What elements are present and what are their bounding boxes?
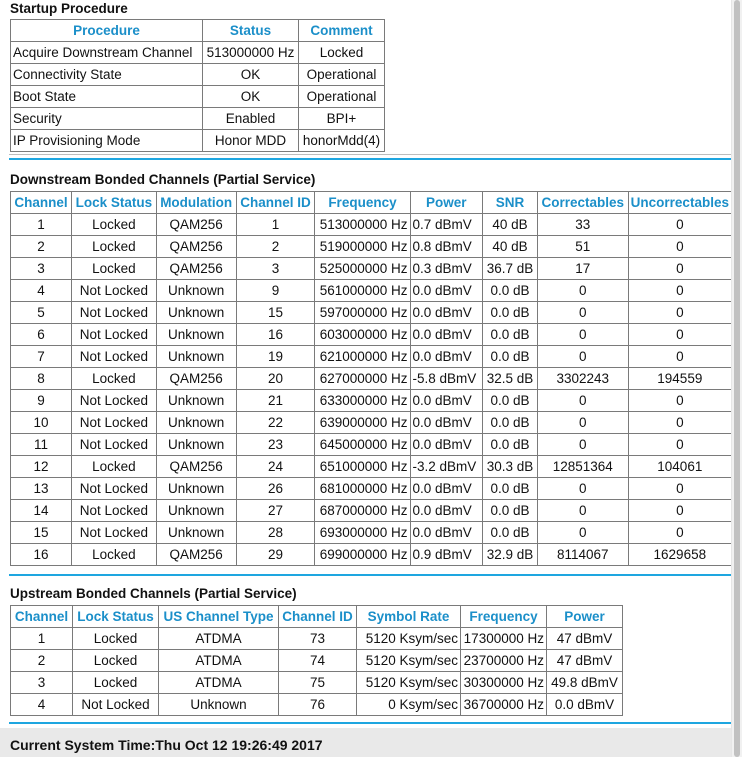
table-cell: Not Locked bbox=[71, 434, 156, 456]
column-header: Channel ID bbox=[279, 606, 357, 628]
table-cell: QAM256 bbox=[156, 214, 236, 236]
table-cell: 0.0 dB bbox=[483, 324, 538, 346]
table-cell: 0.0 dB bbox=[483, 390, 538, 412]
table-cell: Not Locked bbox=[71, 346, 156, 368]
table-cell: 0 bbox=[537, 390, 628, 412]
table-cell: Not Locked bbox=[71, 412, 156, 434]
table-cell: 0.0 dBmV bbox=[410, 412, 483, 434]
table-cell: 0 bbox=[537, 434, 628, 456]
table-cell: 519000000 Hz bbox=[315, 236, 410, 258]
table-cell: ATDMA bbox=[159, 672, 279, 694]
table-row bbox=[11, 280, 732, 302]
table-cell: 0.8 dBmV bbox=[410, 236, 483, 258]
table-cell: 74 bbox=[279, 650, 357, 672]
table-cell: 0 bbox=[628, 258, 731, 280]
table-cell: 681000000 Hz bbox=[315, 478, 410, 500]
table-cell: 0.0 dBmV bbox=[547, 694, 623, 716]
table-cell: Not Locked bbox=[71, 500, 156, 522]
table-cell: Locked bbox=[73, 650, 159, 672]
table-cell: 11 bbox=[11, 434, 72, 456]
table-header-row bbox=[11, 20, 385, 42]
table-cell: 76 bbox=[279, 694, 357, 716]
table-cell: 0 bbox=[537, 302, 628, 324]
table-cell: 23 bbox=[236, 434, 315, 456]
table-cell: 0.0 dB bbox=[483, 478, 538, 500]
table-cell: 16 bbox=[11, 544, 72, 566]
table-cell: Locked bbox=[73, 672, 159, 694]
table-cell: 0.0 dB bbox=[483, 280, 538, 302]
table-cell: 6 bbox=[11, 324, 72, 346]
table-cell: 0 bbox=[537, 412, 628, 434]
table-cell: Unknown bbox=[156, 324, 236, 346]
table-cell: 0.0 dBmV bbox=[410, 434, 483, 456]
table-cell: 0 bbox=[537, 500, 628, 522]
table-cell: Acquire Downstream Channel bbox=[11, 42, 203, 64]
table-cell: 15 bbox=[11, 522, 72, 544]
table-cell: 1629658 bbox=[628, 544, 731, 566]
table-cell: 0 bbox=[537, 478, 628, 500]
startup-procedure-table bbox=[10, 19, 385, 152]
column-header: Channel bbox=[11, 192, 72, 214]
table-row bbox=[11, 390, 732, 412]
table-cell: Locked bbox=[71, 544, 156, 566]
table-cell: 4 bbox=[11, 694, 73, 716]
startup-procedure-title: Startup Procedure bbox=[10, 1, 128, 16]
column-header: Power bbox=[410, 192, 483, 214]
table-cell: 1 bbox=[11, 628, 73, 650]
table-row bbox=[11, 650, 623, 672]
table-row bbox=[11, 236, 732, 258]
table-cell: 0.0 dB bbox=[483, 522, 538, 544]
table-cell: 0.0 dB bbox=[483, 434, 538, 456]
table-cell: 9 bbox=[11, 390, 72, 412]
table-cell: 513000000 Hz bbox=[203, 42, 299, 64]
table-row bbox=[11, 302, 732, 324]
table-cell: 0 Ksym/sec bbox=[357, 694, 461, 716]
column-header: SNR bbox=[483, 192, 538, 214]
table-row bbox=[11, 214, 732, 236]
table-cell: 0.0 dB bbox=[483, 346, 538, 368]
table-cell: 5120 Ksym/sec bbox=[357, 672, 461, 694]
table-cell: 29 bbox=[236, 544, 315, 566]
table-cell: Not Locked bbox=[71, 302, 156, 324]
table-cell: 8114067 bbox=[537, 544, 628, 566]
table-row bbox=[11, 412, 732, 434]
table-cell: 20 bbox=[236, 368, 315, 390]
table-cell: 0 bbox=[628, 280, 731, 302]
table-cell: 30.3 dB bbox=[483, 456, 538, 478]
table-cell: Locked bbox=[73, 628, 159, 650]
table-cell: Unknown bbox=[156, 390, 236, 412]
table-cell: 2 bbox=[11, 236, 72, 258]
table-cell: Locked bbox=[71, 456, 156, 478]
table-cell: 0.9 dBmV bbox=[410, 544, 483, 566]
table-row bbox=[11, 258, 732, 280]
column-header: Frequency bbox=[315, 192, 410, 214]
table-cell: Unknown bbox=[156, 280, 236, 302]
table-cell: 0 bbox=[628, 214, 731, 236]
table-row bbox=[11, 628, 623, 650]
table-cell: 633000000 Hz bbox=[315, 390, 410, 412]
table-row bbox=[11, 500, 732, 522]
table-cell: Locked bbox=[71, 368, 156, 390]
current-time-label: Current System Time: bbox=[10, 737, 156, 753]
table-cell: 75 bbox=[279, 672, 357, 694]
table-row bbox=[11, 544, 732, 566]
column-header: Channel ID bbox=[236, 192, 315, 214]
table-cell: 47 dBmV bbox=[547, 628, 623, 650]
table-cell: 0 bbox=[628, 478, 731, 500]
table-cell: 3 bbox=[236, 258, 315, 280]
table-cell: 0 bbox=[628, 324, 731, 346]
table-cell: Unknown bbox=[156, 434, 236, 456]
table-cell: 0 bbox=[537, 280, 628, 302]
table-cell: Operational bbox=[299, 86, 385, 108]
table-cell: Enabled bbox=[203, 108, 299, 130]
table-cell: 73 bbox=[279, 628, 357, 650]
table-cell: 627000000 Hz bbox=[315, 368, 410, 390]
table-cell: 16 bbox=[236, 324, 315, 346]
table-cell: Locked bbox=[299, 42, 385, 64]
table-cell: OK bbox=[203, 64, 299, 86]
column-header: Symbol Rate bbox=[357, 606, 461, 628]
table-row bbox=[11, 522, 732, 544]
table-cell: 513000000 Hz bbox=[315, 214, 410, 236]
table-cell: 1 bbox=[11, 214, 72, 236]
table-cell: Not Locked bbox=[71, 390, 156, 412]
table-cell: 36.7 dB bbox=[483, 258, 538, 280]
table-cell: ATDMA bbox=[159, 628, 279, 650]
table-cell: 49.8 dBmV bbox=[547, 672, 623, 694]
column-header: Modulation bbox=[156, 192, 236, 214]
table-cell: 47 dBmV bbox=[547, 650, 623, 672]
table-cell: 1 bbox=[236, 214, 315, 236]
table-cell: Unknown bbox=[156, 412, 236, 434]
table-cell: 21 bbox=[236, 390, 315, 412]
table-cell: 104061 bbox=[628, 456, 731, 478]
column-header: Channel bbox=[11, 606, 73, 628]
table-row bbox=[11, 478, 732, 500]
column-header: Procedure bbox=[11, 20, 203, 42]
table-cell: Unknown bbox=[156, 500, 236, 522]
table-row bbox=[11, 368, 732, 390]
upstream-channels-table bbox=[10, 605, 623, 716]
vertical-scrollbar[interactable] bbox=[731, 0, 742, 757]
table-cell: 9 bbox=[236, 280, 315, 302]
table-cell: 645000000 Hz bbox=[315, 434, 410, 456]
table-cell: QAM256 bbox=[156, 368, 236, 390]
table-cell: 27 bbox=[236, 500, 315, 522]
table-cell: Connectivity State bbox=[11, 64, 203, 86]
table-cell: 699000000 Hz bbox=[315, 544, 410, 566]
current-system-time bbox=[10, 737, 323, 753]
table-cell: 0 bbox=[628, 302, 731, 324]
table-cell: OK bbox=[203, 86, 299, 108]
upstream-title: Upstream Bonded Channels (Partial Service) bbox=[10, 586, 297, 601]
table-cell: 639000000 Hz bbox=[315, 412, 410, 434]
table-header-row bbox=[11, 192, 732, 214]
table-cell: 0.0 dBmV bbox=[410, 390, 483, 412]
table-cell: 0 bbox=[628, 500, 731, 522]
table-row bbox=[11, 64, 385, 86]
table-cell: 0 bbox=[628, 346, 731, 368]
table-cell: 651000000 Hz bbox=[315, 456, 410, 478]
table-cell: 0 bbox=[628, 412, 731, 434]
table-cell: 12851364 bbox=[537, 456, 628, 478]
table-cell: 5120 Ksym/sec bbox=[357, 628, 461, 650]
table-cell: 3302243 bbox=[537, 368, 628, 390]
table-cell: 0.7 dBmV bbox=[410, 214, 483, 236]
table-cell: Unknown bbox=[159, 694, 279, 716]
table-cell: 194559 bbox=[628, 368, 731, 390]
table-cell: 0.0 dB bbox=[483, 412, 538, 434]
table-row bbox=[11, 130, 385, 152]
table-row bbox=[11, 672, 623, 694]
table-cell: Locked bbox=[71, 258, 156, 280]
table-cell: 32.9 dB bbox=[483, 544, 538, 566]
table-cell: 0 bbox=[628, 390, 731, 412]
table-cell: 17300000 Hz bbox=[461, 628, 547, 650]
table-cell: -5.8 dBmV bbox=[410, 368, 483, 390]
table-cell: 0 bbox=[537, 346, 628, 368]
table-cell: honorMdd(4) bbox=[299, 130, 385, 152]
table-cell: 0.3 dBmV bbox=[410, 258, 483, 280]
table-cell: 7 bbox=[11, 346, 72, 368]
table-cell: 561000000 Hz bbox=[315, 280, 410, 302]
table-cell: 51 bbox=[537, 236, 628, 258]
table-header-row bbox=[11, 606, 623, 628]
table-row bbox=[11, 108, 385, 130]
table-cell: 5120 Ksym/sec bbox=[357, 650, 461, 672]
table-cell: Unknown bbox=[156, 346, 236, 368]
table-cell: 26 bbox=[236, 478, 315, 500]
table-cell: 693000000 Hz bbox=[315, 522, 410, 544]
table-cell: 0.0 dB bbox=[483, 302, 538, 324]
table-cell: Boot State bbox=[11, 86, 203, 108]
table-cell: 0.0 dBmV bbox=[410, 302, 483, 324]
table-cell: 0 bbox=[628, 236, 731, 258]
table-row bbox=[11, 86, 385, 108]
downstream-channels-table bbox=[10, 191, 732, 566]
table-cell: Locked bbox=[71, 214, 156, 236]
table-cell: 19 bbox=[236, 346, 315, 368]
column-header: US Channel Type bbox=[159, 606, 279, 628]
section-divider bbox=[9, 722, 731, 724]
section-divider bbox=[9, 574, 731, 576]
table-cell: Locked bbox=[71, 236, 156, 258]
table-cell: Not Locked bbox=[71, 324, 156, 346]
table-cell: 621000000 Hz bbox=[315, 346, 410, 368]
column-header: Power bbox=[547, 606, 623, 628]
table-cell: Operational bbox=[299, 64, 385, 86]
table-cell: 597000000 Hz bbox=[315, 302, 410, 324]
table-row bbox=[11, 456, 732, 478]
downstream-title: Downstream Bonded Channels (Partial Service) bbox=[10, 172, 316, 187]
column-header: Status bbox=[203, 20, 299, 42]
table-cell: 23700000 Hz bbox=[461, 650, 547, 672]
table-cell: Unknown bbox=[156, 522, 236, 544]
table-cell: QAM256 bbox=[156, 258, 236, 280]
table-cell: 603000000 Hz bbox=[315, 324, 410, 346]
table-cell: Not Locked bbox=[73, 694, 159, 716]
table-cell: 17 bbox=[537, 258, 628, 280]
table-cell: 33 bbox=[537, 214, 628, 236]
table-cell: 32.5 dB bbox=[483, 368, 538, 390]
table-cell: 36700000 Hz bbox=[461, 694, 547, 716]
table-cell: 30300000 Hz bbox=[461, 672, 547, 694]
column-header: Uncorrectables bbox=[628, 192, 731, 214]
table-cell: Security bbox=[11, 108, 203, 130]
table-cell: Unknown bbox=[156, 302, 236, 324]
column-header: Correctables bbox=[537, 192, 628, 214]
section-divider bbox=[9, 154, 731, 155]
table-cell: 0 bbox=[537, 324, 628, 346]
table-cell: 3 bbox=[11, 672, 73, 694]
table-cell: 14 bbox=[11, 500, 72, 522]
table-cell: QAM256 bbox=[156, 456, 236, 478]
table-cell: 10 bbox=[11, 412, 72, 434]
table-cell: 2 bbox=[11, 650, 73, 672]
table-cell: Unknown bbox=[156, 478, 236, 500]
table-cell: QAM256 bbox=[156, 544, 236, 566]
table-cell: 8 bbox=[11, 368, 72, 390]
section-divider bbox=[9, 158, 731, 160]
column-header: Frequency bbox=[461, 606, 547, 628]
table-cell: 12 bbox=[11, 456, 72, 478]
table-cell: 2 bbox=[236, 236, 315, 258]
table-cell: 0.0 dBmV bbox=[410, 324, 483, 346]
table-row bbox=[11, 346, 732, 368]
table-cell: QAM256 bbox=[156, 236, 236, 258]
table-row bbox=[11, 324, 732, 346]
column-header: Lock Status bbox=[73, 606, 159, 628]
table-cell: 5 bbox=[11, 302, 72, 324]
column-header: Lock Status bbox=[71, 192, 156, 214]
table-cell: 24 bbox=[236, 456, 315, 478]
table-row bbox=[11, 694, 623, 716]
column-header: Comment bbox=[299, 20, 385, 42]
table-cell: Honor MDD bbox=[203, 130, 299, 152]
scrollbar-thumb[interactable] bbox=[734, 0, 740, 757]
table-cell: Not Locked bbox=[71, 478, 156, 500]
table-cell: 0.0 dBmV bbox=[410, 478, 483, 500]
table-cell: -3.2 dBmV bbox=[410, 456, 483, 478]
table-cell: IP Provisioning Mode bbox=[11, 130, 203, 152]
table-cell: 0.0 dB bbox=[483, 500, 538, 522]
table-cell: 0 bbox=[628, 522, 731, 544]
table-cell: 22 bbox=[236, 412, 315, 434]
table-cell: 0 bbox=[537, 522, 628, 544]
table-cell: Not Locked bbox=[71, 522, 156, 544]
table-cell: 0.0 dBmV bbox=[410, 280, 483, 302]
table-cell: 0 bbox=[628, 434, 731, 456]
table-cell: 687000000 Hz bbox=[315, 500, 410, 522]
table-cell: 4 bbox=[11, 280, 72, 302]
table-cell: 13 bbox=[11, 478, 72, 500]
table-cell: 3 bbox=[11, 258, 72, 280]
table-row bbox=[11, 434, 732, 456]
table-cell: 0.0 dBmV bbox=[410, 522, 483, 544]
table-cell: 15 bbox=[236, 302, 315, 324]
table-cell: BPI+ bbox=[299, 108, 385, 130]
table-row bbox=[11, 42, 385, 64]
table-cell: 0.0 dBmV bbox=[410, 500, 483, 522]
table-cell: 0.0 dBmV bbox=[410, 346, 483, 368]
current-time-value: Thu Oct 12 19:26:49 2017 bbox=[155, 737, 323, 753]
table-cell: 525000000 Hz bbox=[315, 258, 410, 280]
table-cell: 40 dB bbox=[483, 214, 538, 236]
table-cell: Not Locked bbox=[71, 280, 156, 302]
table-cell: 28 bbox=[236, 522, 315, 544]
table-cell: ATDMA bbox=[159, 650, 279, 672]
table-cell: 40 dB bbox=[483, 236, 538, 258]
